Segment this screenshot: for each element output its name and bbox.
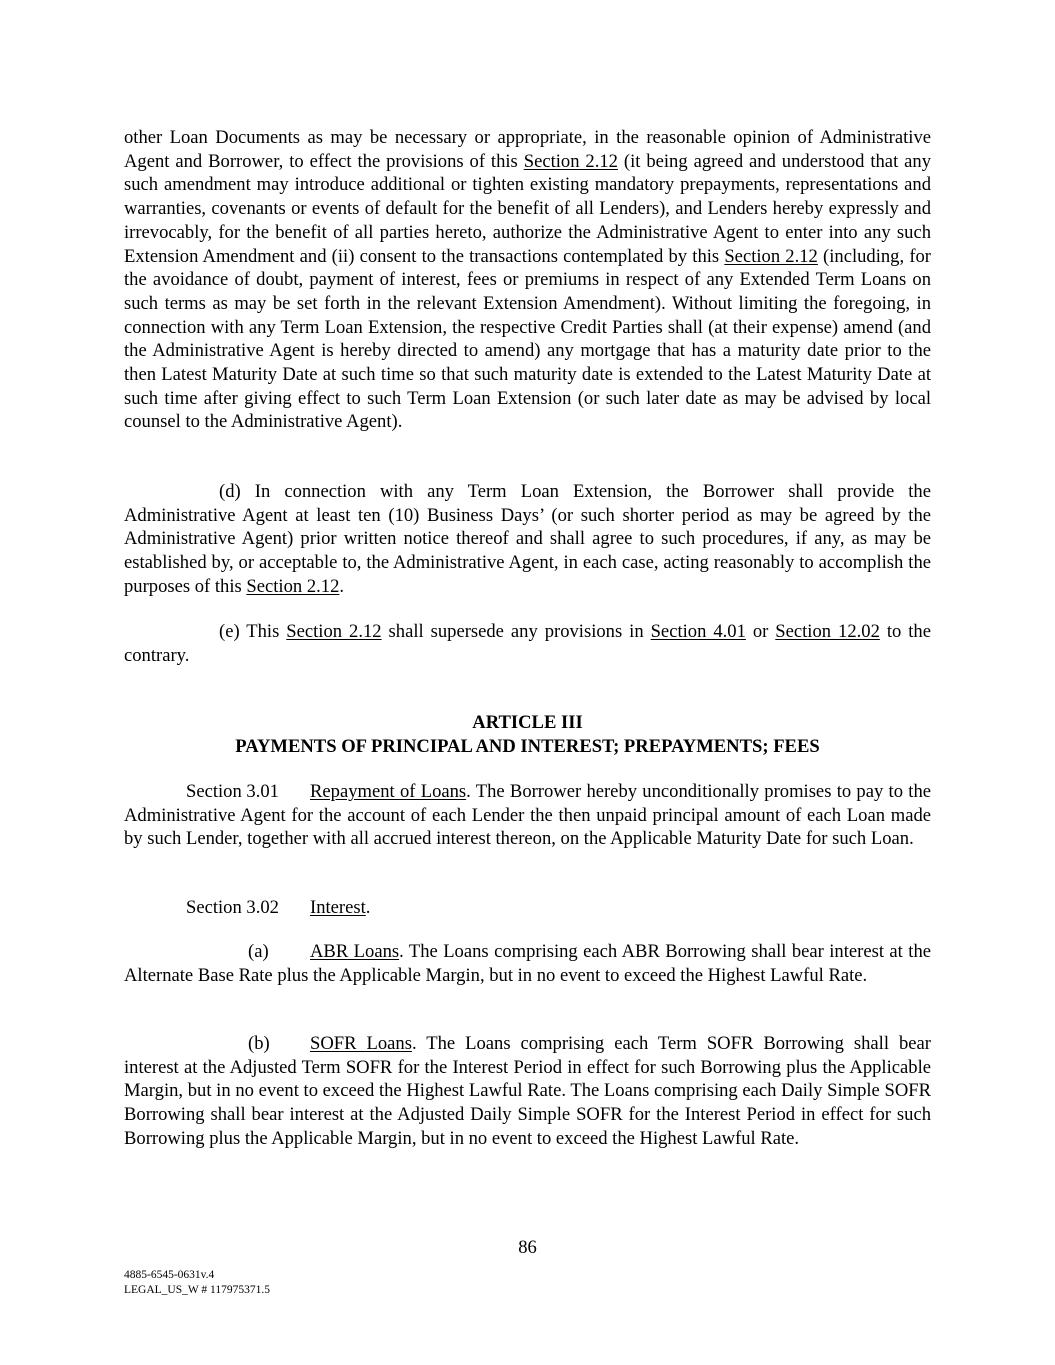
text-run: or xyxy=(745,621,776,642)
item-a xyxy=(124,940,931,987)
section-3-01-heading: Repayment of Loans xyxy=(310,781,467,802)
item-a-heading: ABR Loans xyxy=(310,941,400,962)
paragraph-d-text xyxy=(124,480,931,599)
item-b-label: (b) xyxy=(248,1033,270,1054)
text-run: . xyxy=(339,575,345,597)
section-reference-link: Section 2.12 xyxy=(724,245,818,267)
section-3-01 xyxy=(124,780,931,851)
section-3-01-body: . The Borrower hereby unconditionally promises to pay to the Administrative Agent for the account of each Lender the then unpaid principal amount of each Loan made by such Lender, together with all accrued interest thereon, on the Applicable Maturity Date for such Loan. xyxy=(124,781,932,850)
footer-legal-id: LEGAL_US_W # 117975371.5 xyxy=(124,1283,270,1296)
section-reference-link: Section 12.02 xyxy=(775,621,880,642)
paragraph-e-text xyxy=(124,620,931,667)
text-run: to the contrary. xyxy=(124,621,931,666)
item-b-text xyxy=(124,1032,931,1151)
text-run: (including, for the avoidance of doubt, payment of interest, fees or premiums in respect of any Extended Term Loans on such terms as may be set forth in the relevant Extension Amendment). Without limiting the foregoing, in connection with any Term Loan Extension, the respective Credit Parties shall (at their expense) amend (and the Administrative Agent is hereby directed to amend) any mortgage that has a maturity date prior to the then Latest Maturity Date at such time so that such maturity date is extended to the Latest Maturity Date at such time after giving effect to such Term Loan Extension (or such later date as may be advised by local counsel to the Administrative Agent). xyxy=(124,245,931,433)
paragraph-d xyxy=(124,480,931,599)
page-number: 86 xyxy=(518,1237,537,1258)
section-3-02 xyxy=(124,896,931,920)
text-run: (d) In connection with any Term Loan Extension, the Borrower shall provide the Administrative Agent at least ten (10) Business Days’ (or such shorter period as may be agreed by the Administrative Agent) prior written notice thereof and shall agree to such procedures, if any, as may be established by, or acceptable to, the Administrative Agent, in each case, acting reasonably to accomplish the purposes of this xyxy=(124,481,931,597)
section-3-02-heading: Interest xyxy=(310,897,366,918)
article-heading xyxy=(124,711,931,758)
section-3-02-text xyxy=(124,896,931,920)
text-run: (it being agreed and understood that any such amendment may introduce additional or tighten existing mandatory prepayments, representations and warranties, covenants or events of default for the benefit of all Lenders), and Lenders hereby expressly and irrevocably, for the benefit of all parties hereto, authorize the Administrative Agent to enter into any such Extension Amendment and (ii) consent to the transactions contemplated by this xyxy=(124,150,931,267)
item-b xyxy=(124,1032,931,1151)
section-reference-link: Section 2.12 xyxy=(246,575,340,597)
item-a-body: . The Loans comprising each ABR Borrowing shall bear interest at the Alternate Base Rate plus the Applicable Margin, but in no event to exceed the Highest Lawful Rate. xyxy=(124,941,931,986)
text-run: shall supersede any provisions in xyxy=(381,621,651,642)
item-b-heading: SOFR Loans xyxy=(310,1033,412,1054)
item-a-label: (a) xyxy=(248,941,269,962)
section-3-01-label: Section 3.01 xyxy=(186,781,279,802)
footer-doc-id: 4885-6545-0631v.4 xyxy=(124,1269,215,1281)
item-b-body: . The Loans comprising each Term SOFR Borrowing shall bear interest at the Adjusted Term SOFR for the Interest Period in effect for such Borrowing plus the Applicable Margin, but in no event to exceed the Highest Lawful Rate. The Loans comprising each Daily Simple SOFR Borrowing shall bear interest at the Adjusted Daily Simple SOFR for the Interest Period in effect for such Borrowing plus the Applicable Margin, but in no event to exceed the Highest Lawful Rate. xyxy=(124,1033,931,1149)
section-reference-link: Section 2.12 xyxy=(286,621,382,642)
section-reference-link: Section 2.12 xyxy=(523,150,618,172)
text-run: (e) This xyxy=(219,621,287,642)
paragraph-c-continued xyxy=(124,126,931,434)
article-title: PAYMENTS OF PRINCIPAL AND INTEREST; PREPAYMENTS; FEES xyxy=(235,735,820,757)
paragraph-c-text xyxy=(124,126,931,434)
text-run: other Loan Documents as may be necessary or appropriate, in the reasonable opinion of Administrative Agent and Borrower, to effect the provisions of this xyxy=(124,127,931,172)
article-number: ARTICLE III xyxy=(472,712,583,733)
section-3-01-text xyxy=(124,780,931,851)
section-reference-link: Section 4.01 xyxy=(650,621,746,642)
paragraph-e xyxy=(124,620,931,667)
item-a-text xyxy=(124,940,931,987)
section-3-02-label: Section 3.02 xyxy=(186,897,279,918)
section-3-02-period: . xyxy=(365,897,371,918)
footer xyxy=(124,1268,270,1297)
